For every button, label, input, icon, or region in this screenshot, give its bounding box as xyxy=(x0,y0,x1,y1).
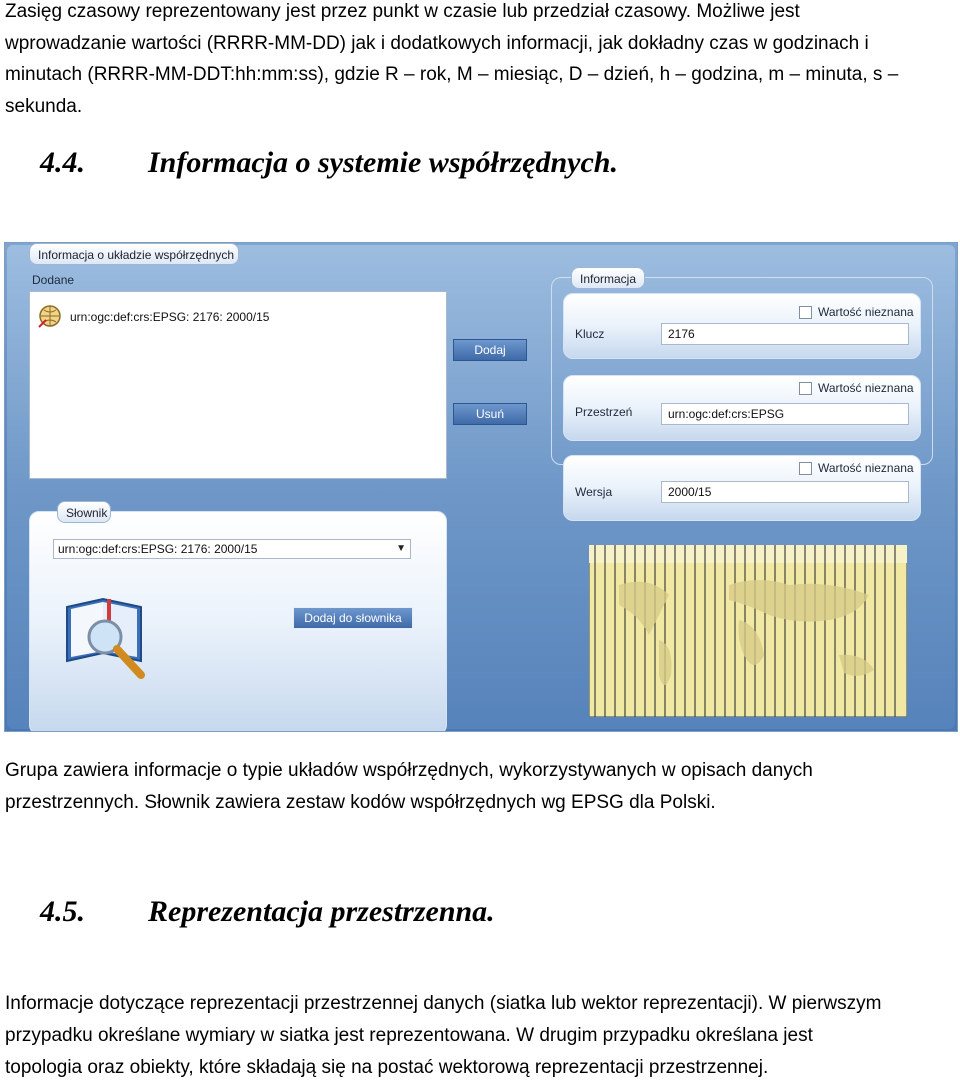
dodane-label: Dodane xyxy=(32,273,75,287)
outro-line: przypadku określane wymiary w siatka jest reprezentowana. W drugim przypadku określana jest xyxy=(5,1025,813,1046)
intro-line: Zasięg czasowy reprezentowany jest przez punkt w czasie lub przedział czasowy. Możliwe jest xyxy=(5,1,800,22)
section-title: Reprezentacja przestrzenna. xyxy=(148,895,495,928)
outro-paragraph xyxy=(5,988,957,1084)
remove-button[interactable]: Usuń xyxy=(453,403,527,425)
caption-line: przestrzennych. Słownik zawiera zestaw kodów współrzędnych wg EPSG dla Polski. xyxy=(5,792,716,813)
info-group-title: Informacja xyxy=(580,272,637,286)
key-unknown-checkbox[interactable] xyxy=(799,305,914,319)
outro-line: topologia oraz obiekty, które składają się na postać wektorową reprezentacji przestrzennej. xyxy=(5,1057,769,1078)
space-field[interactable]: urn:ogc:def:crs:EPSG xyxy=(661,403,909,425)
globe-pin-icon xyxy=(36,302,66,332)
intro-line: minutach (RRRR-MM-DDT:hh:mm:ss), gdzie R – rok, M – miesiąc, D – dzień, h – godzina, m – minuta, s – xyxy=(5,64,899,85)
version-label: Wersja xyxy=(575,485,613,499)
space-label: Przestrzeń xyxy=(575,405,633,419)
checkbox-box[interactable] xyxy=(799,382,812,395)
caption-line: Grupa zawiera informacje o typie układów współrzędnych, wykorzystywanych w opisach danych xyxy=(5,760,813,781)
section-heading-4-4 xyxy=(40,145,618,181)
dictionary-select[interactable] xyxy=(53,539,411,559)
version-unknown-checkbox[interactable] xyxy=(799,461,914,475)
list-item-label: urn:ogc:def:crs:EPSG: 2176: 2000/15 xyxy=(70,310,270,324)
space-unknown-checkbox[interactable] xyxy=(799,381,914,395)
checkbox-label: Wartość nieznana xyxy=(818,305,914,319)
utm-zone-map-image xyxy=(589,545,907,717)
intro-line: sekunda. xyxy=(5,95,83,117)
checkbox-label: Wartość nieznana xyxy=(818,381,914,395)
dictionary-group-tab xyxy=(57,501,111,523)
info-group-tab xyxy=(571,267,645,289)
checkbox-box[interactable] xyxy=(799,462,812,475)
key-label: Klucz xyxy=(575,327,605,341)
section-number: 4.5. xyxy=(40,895,85,928)
key-field[interactable]: 2176 xyxy=(661,323,909,345)
chevron-down-icon: ▼ xyxy=(396,543,406,554)
intro-paragraph xyxy=(5,0,957,122)
version-field[interactable]: 2000/15 xyxy=(661,481,909,503)
section-number: 4.4. xyxy=(40,146,85,179)
section-heading-4-5 xyxy=(40,894,495,930)
book-magnifier-icon xyxy=(63,593,153,683)
dictionary-group-title: Słownik xyxy=(66,506,108,520)
intro-line: wprowadzanie wartości (RRRR-MM-DD) jak i dodatkowych informacji, jak dokładny czas w godzinach i xyxy=(5,32,869,54)
section-title: Informacja o systemie współrzędnych. xyxy=(148,146,618,179)
coordinate-system-screenshot xyxy=(4,242,958,732)
add-to-dictionary-button[interactable]: Dodaj do słownika xyxy=(293,607,413,629)
added-list[interactable] xyxy=(29,291,447,479)
checkbox-label: Wartość nieznana xyxy=(818,461,914,475)
list-item[interactable] xyxy=(36,302,269,332)
dictionary-select-value: urn:ogc:def:crs:EPSG: 2176: 2000/15 xyxy=(58,542,258,556)
outro-line: Informacje dotyczące reprezentacji przestrzennej danych (siatka lub wektor reprezentacji). W pierwszym xyxy=(5,993,882,1014)
main-group-title: Informacja o układzie współrzędnych xyxy=(38,248,235,262)
main-group-tab xyxy=(29,243,239,265)
add-button[interactable]: Dodaj xyxy=(453,339,527,361)
caption-paragraph xyxy=(5,755,957,819)
checkbox-box[interactable] xyxy=(799,306,812,319)
